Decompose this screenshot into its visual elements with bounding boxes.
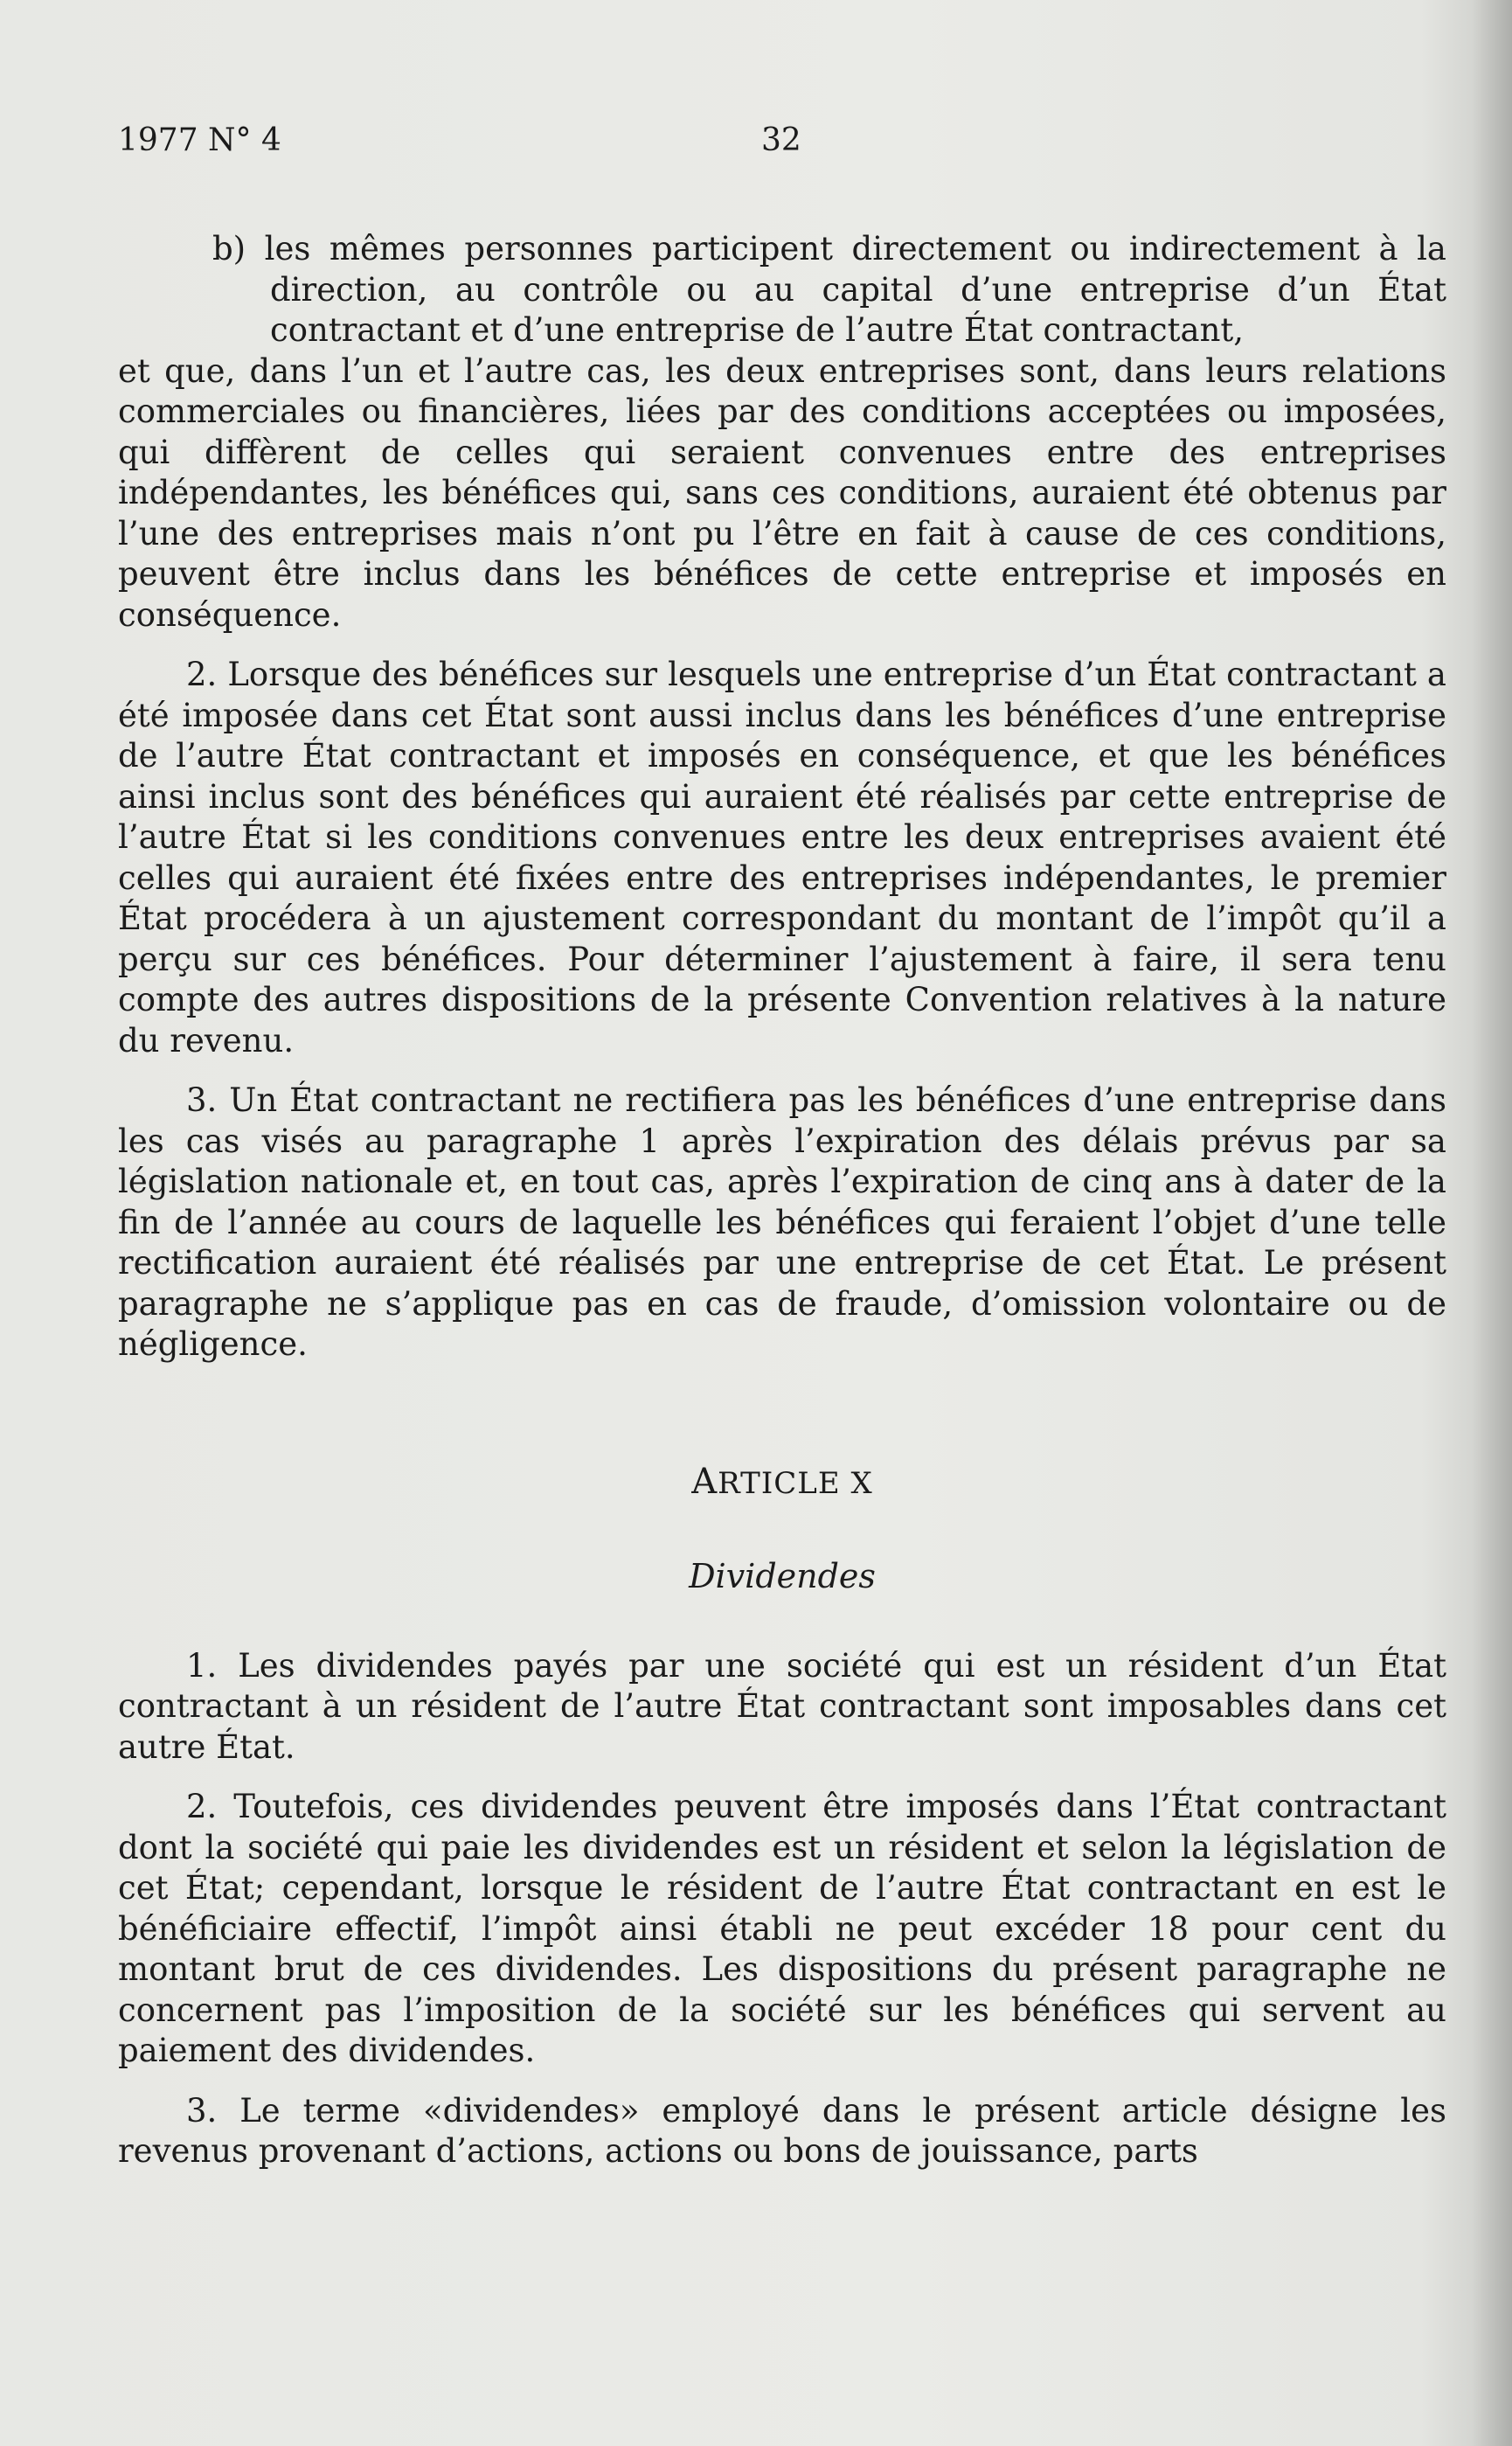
- paragraph-continuation: et que, dans l’un et l’autre cas, les deux entreprises sont, dans leurs relations commerciales ou financières, liées par des conditions acceptées ou imposées, qui diffèrent de celles qui seraient convenues entre des entreprises indépendantes, les bénéfices qui, sans ces conditions, auraient été obtenus par l’une des entreprises mais n’ont pu l’être en fait à cause de ces conditions, peuvent être inclus dans les bénéfices de cette entreprise et imposés en conséquence.: [118, 351, 1446, 634]
- paragraph-2: 2. Lorsque des bénéfices sur lesquels une entreprise d’un État contractant a été imposée dans cet État sont aussi inclus dans les bénéfices d’une entreprise de l’autre État contractant et imposés en conséquence, et que les bénéfices ainsi inclus sont des bénéfices qui auraient été réalisés par cette entreprise de l’autre État si les conditions convenues entre les deux entreprises avaient été celles qui auraient été fixées entre des entreprises indépendantes, le premier État procédera à un ajustement correspondant du montant de l’impôt qu’il a perçu sur ces bénéfices. Pour déterminer l’ajustement à faire, il sera tenu compte des autres dispositions de la présente Convention relatives à la nature du revenu.: [118, 656, 1446, 1060]
- page-number: 32: [761, 122, 801, 158]
- paragraph-item-b: b) les mêmes personnes participent directement ou indirectement à la direction, au contrôle ou au capital d’une entreprise d’un État contractant et d’une entreprise de l’autre État contractant,: [212, 230, 1446, 349]
- article-heading: [118, 1462, 1446, 1504]
- dividendes-paragraph-2: 2. Toutefois, ces dividendes peuvent être imposés dans l’État contractant dont la société qui paie les dividendes est un résident et selon la législation de cet État; cependant, lorsque le résident de l’autre État contractant en est le bénéficiaire effectif, l’impôt ainsi établi ne peut excéder 18 pour cent du montant brut de ces dividendes. Les dispositions du présent paragraphe ne concernent pas l’imposition de la société sur les bénéfices qui servent au paiement des dividendes.: [118, 1788, 1446, 2069]
- article-subtitle: Dividendes: [689, 1557, 876, 1595]
- dividendes-paragraph-3: 3. Le terme «dividendes» employé dans le présent article désigne les revenus provenant d’actions, actions ou bons de jouissance, parts: [118, 2091, 1446, 2170]
- page-header: [118, 122, 1446, 175]
- paragraph-3: 3. Un État contractant ne rectifiera pas les bénéfices d’une entreprise dans les cas visés au paragraphe 1 après l’expiration des délais prévus par sa législation nationale et, en tout cas, après l’expiration de cinq ans à dater de la fin de l’année au cours de laquelle les bénéfices qui feraient l’objet d’une telle rectification auraient été réalisés par une entreprise de cet État. Le présent paragraphe ne s’applique pas en cas de fraude, d’omission volontaire ou de négligence.: [118, 1081, 1446, 1363]
- article-heading-initial: A: [691, 1461, 718, 1502]
- dividendes-paragraph-1: 1. Les dividendes payés par une société qui est un résident d’un État contractant à un résident de l’autre État contractant sont imposables dans cet autre État.: [118, 1646, 1446, 1766]
- header-year-number: 1977 N° 4: [118, 122, 281, 158]
- document-body: [118, 229, 1446, 2172]
- article-heading-rest: RTICLE X: [718, 1465, 873, 1501]
- page-edge-shadow: [1472, 0, 1512, 2446]
